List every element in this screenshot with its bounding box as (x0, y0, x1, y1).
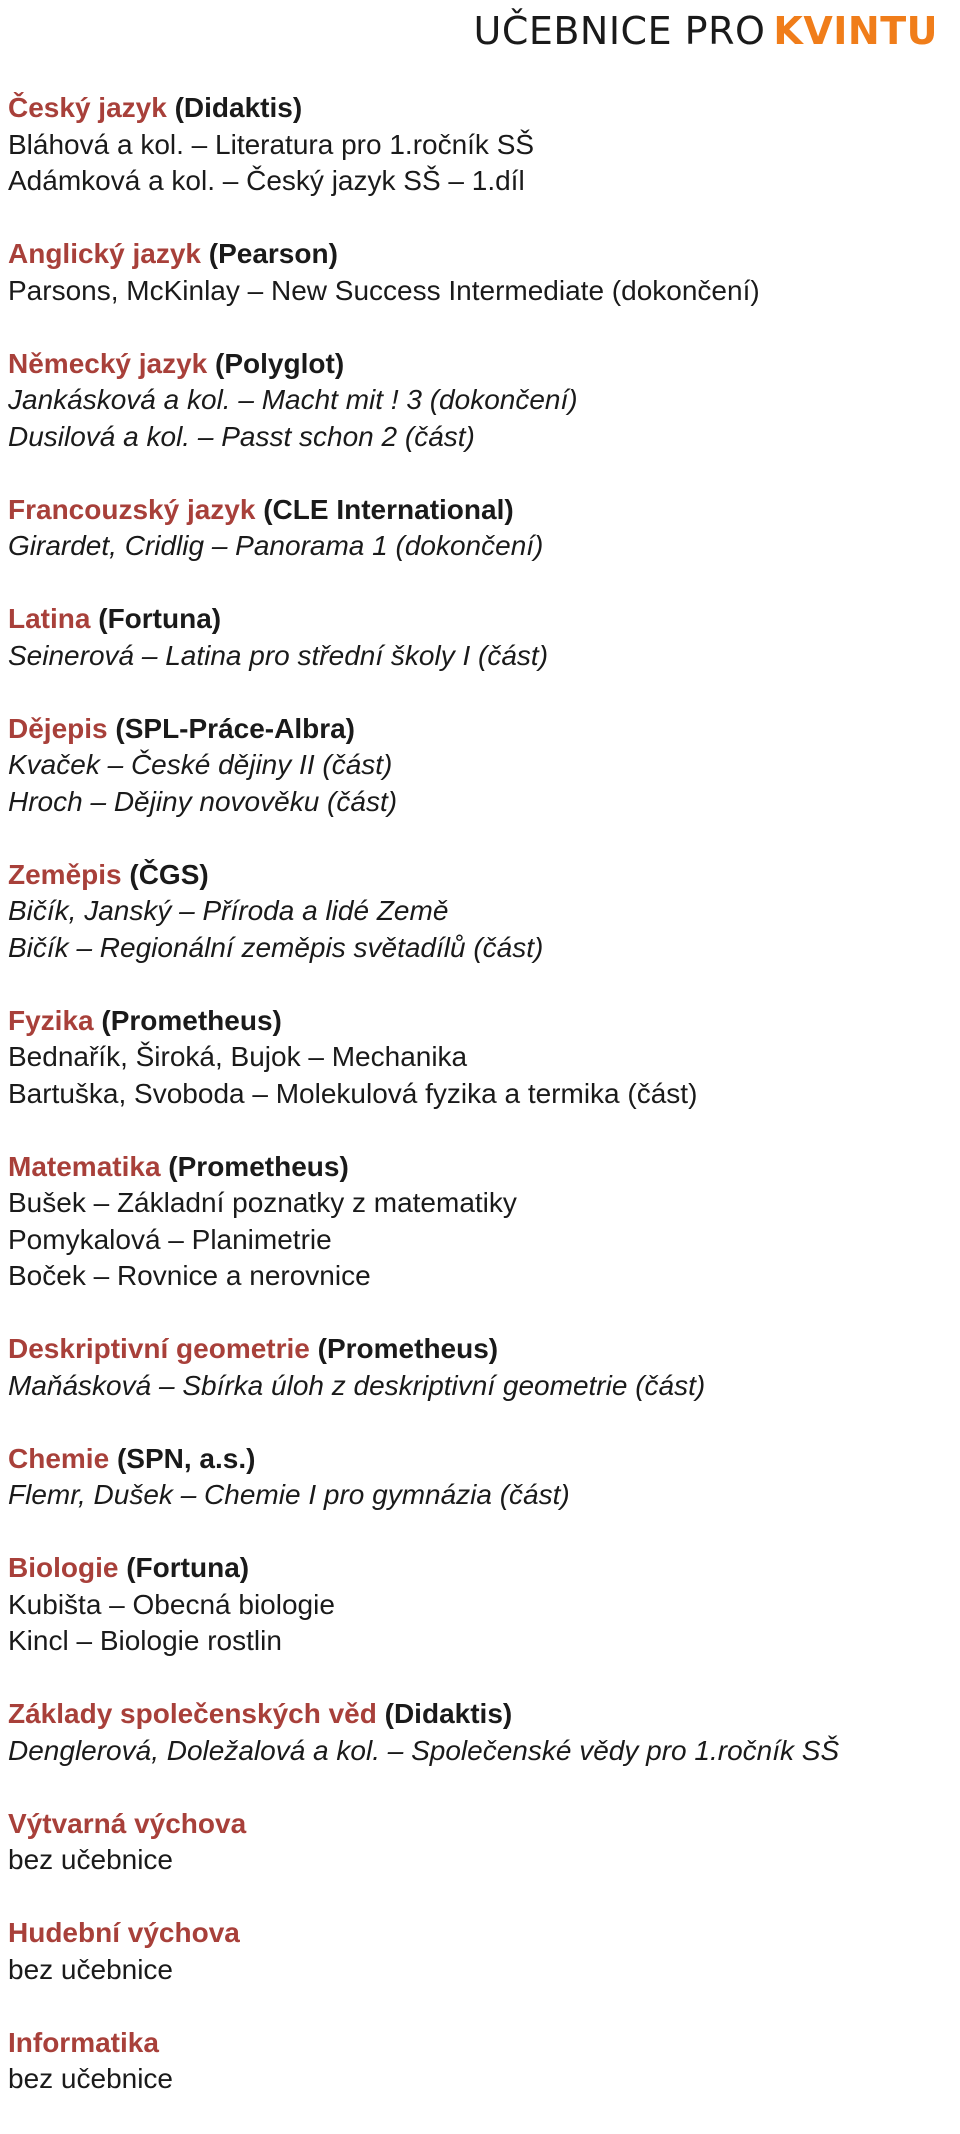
subject-block (8, 711, 950, 821)
subject-heading (8, 1149, 950, 1186)
subject-block (8, 1331, 950, 1404)
header-title-accent: KVINTU (773, 9, 938, 53)
subject-heading (8, 857, 950, 894)
textbook-entry: Flemr, Dušek – Chemie I pro gymnázia (část) (8, 1479, 570, 1510)
subject-publisher: (Didaktis) (174, 92, 303, 123)
subject-block (8, 90, 950, 200)
subject-heading (8, 1003, 950, 1040)
textbook-entry: Maňásková – Sbírka úloh z deskriptivní geometrie (část) (8, 1369, 706, 1401)
textbook-entry: Parsons, McKinlay – New Success Intermediate (dokončení) (8, 274, 760, 306)
subject-publisher: (CLE International) (263, 493, 514, 525)
subject-heading (8, 492, 950, 529)
subject-name: Český jazyk (8, 92, 167, 123)
subject-name: Fyzika (8, 1004, 94, 1036)
subject-block (8, 601, 950, 674)
subject-name: Anglický jazyk (8, 238, 201, 269)
subject-heading (8, 1915, 950, 1952)
subject-publisher: (Polyglot) (215, 347, 345, 379)
textbook-entry: Dusilová a kol. – Passt schon 2 (část) (8, 420, 475, 452)
subject-name: Dějepis (8, 712, 108, 744)
subject-block (8, 857, 950, 967)
textbook-entry: Pomykalová – Planimetrie (8, 1223, 332, 1255)
subject-publisher: (Fortuna) (98, 603, 222, 634)
subject-name: Výtvarná výchova (8, 1807, 247, 1839)
subject-heading (8, 1441, 950, 1478)
subject-publisher: (Prometheus) (317, 1333, 499, 1364)
subject-publisher: (SPL-Práce-Albra) (115, 712, 356, 744)
subject-name: Zeměpis (8, 858, 122, 890)
subject-publisher: (Prometheus) (101, 1004, 282, 1036)
textbook-entry: Girardet, Cridlig – Panorama 1 (dokončení) (8, 530, 544, 561)
subject-list (8, 90, 950, 2134)
textbook-entry: Hroch – Dějiny novověku (část) (8, 785, 398, 817)
subject-heading (8, 2025, 950, 2062)
subject-name: Latina (8, 603, 91, 634)
page-header (474, 0, 939, 62)
header-title-prefix: UČEBNICE PRO (473, 9, 766, 53)
textbook-entry: Bednařík, Široká, Bujok – Mechanika (8, 1041, 468, 1072)
subject-block (8, 492, 950, 565)
subject-name: Francouzský jazyk (8, 493, 256, 525)
subject-heading (8, 346, 950, 383)
subject-block (8, 1441, 950, 1514)
subject-name: Informatika (8, 2026, 159, 2058)
textbook-entry: Bičík – Regionální zeměpis světadílů (část) (8, 931, 544, 963)
textbook-entry: Kincl – Biologie rostlin (8, 1625, 282, 1656)
subject-heading (8, 90, 950, 127)
subject-block (8, 1806, 950, 1879)
subject-block (8, 1915, 950, 1988)
textbook-entry: Kvaček – České dějiny II (část) (8, 749, 393, 780)
subject-heading (8, 1550, 950, 1587)
subject-publisher: (Fortuna) (126, 1552, 250, 1583)
subject-name: Deskriptivní geometrie (8, 1333, 310, 1364)
textbook-entry: bez učebnice (8, 1844, 174, 1875)
textbook-entry: Bušek – Základní poznatky z matematiky (8, 1187, 517, 1218)
textbook-entry: Bičík, Janský – Příroda a lidé Země (8, 895, 449, 926)
textbook-entry: Adámková a kol. – Český jazyk SŠ – 1.díl (8, 165, 525, 196)
subject-block (8, 1149, 950, 1295)
subject-publisher: (ČGS) (129, 858, 209, 890)
subject-name: Německý jazyk (8, 347, 208, 379)
textbook-entry: Kubišta – Obecná biologie (8, 1588, 335, 1620)
textbook-entry: Jankásková a kol. – Macht mit ! 3 (dokončení) (8, 384, 578, 415)
subject-block (8, 236, 950, 309)
subject-heading (8, 601, 950, 638)
subject-block (8, 1003, 950, 1113)
textbook-entry: Bartuška, Svoboda – Molekulová fyzika a termika (část) (8, 1077, 698, 1109)
subject-name: Matematika (8, 1150, 161, 1182)
subject-block (8, 1696, 950, 1769)
subject-publisher: (Pearson) (208, 238, 338, 269)
textbook-entry: bez učebnice (8, 1953, 174, 1985)
textbook-entry: Boček – Rovnice a nerovnice (8, 1260, 371, 1291)
subject-heading (8, 1331, 950, 1368)
textbook-entry: Bláhová a kol. – Literatura pro 1.ročník SŠ (8, 128, 535, 160)
subject-name: Základy společenských věd (8, 1698, 377, 1729)
subject-name: Chemie (8, 1442, 110, 1474)
textbook-entry: bez učebnice (8, 2063, 174, 2094)
subject-heading (8, 1806, 950, 1843)
subject-heading (8, 1696, 950, 1733)
subject-publisher: (Prometheus) (168, 1150, 349, 1182)
subject-heading (8, 236, 950, 273)
textbook-entry: Seinerová – Latina pro střední školy I (část) (8, 639, 549, 671)
textbook-entry: Denglerová, Doležalová a kol. – Společenské vědy pro 1.ročník SŠ (8, 1734, 840, 1766)
subject-publisher: (SPN, a.s.) (116, 1442, 256, 1474)
subject-heading (8, 711, 950, 748)
subject-block (8, 346, 950, 456)
subject-publisher: (Didaktis) (384, 1698, 513, 1729)
subject-name: Biologie (8, 1552, 119, 1583)
subject-block (8, 2025, 950, 2098)
subject-block (8, 1550, 950, 1660)
subject-name: Hudební výchova (8, 1917, 240, 1948)
